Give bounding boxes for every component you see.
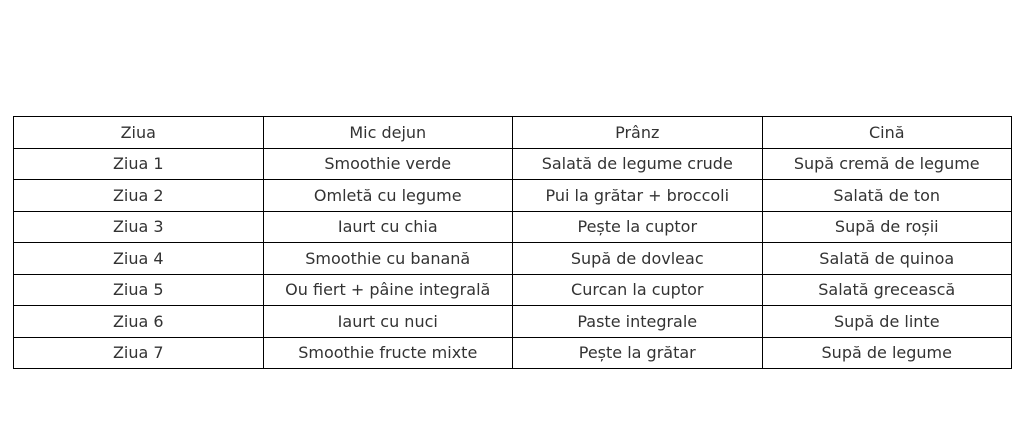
table-row <box>14 274 1012 306</box>
table-row <box>14 180 1012 212</box>
table-row <box>14 306 1012 338</box>
table-cell-lunch: Salată de legume crude <box>513 148 763 180</box>
table-row <box>14 243 1012 275</box>
header-breakfast: Mic dejun <box>263 117 513 149</box>
table-cell-lunch: Paste integrale <box>513 306 763 338</box>
header-lunch: Prânz <box>513 117 763 149</box>
table-row <box>14 148 1012 180</box>
table-header-row <box>14 117 1012 149</box>
table-cell-day: Ziua 4 <box>14 243 264 275</box>
table-cell-lunch: Supă de dovleac <box>513 243 763 275</box>
table-row <box>14 337 1012 369</box>
table-cell-breakfast: Ou fiert + pâine integrală <box>263 274 513 306</box>
table-cell-dinner: Supă de roșii <box>762 211 1012 243</box>
header-dinner: Cină <box>762 117 1012 149</box>
header-day: Ziua <box>14 117 264 149</box>
table-cell-day: Ziua 6 <box>14 306 264 338</box>
table-cell-dinner: Salată de ton <box>762 180 1012 212</box>
table-cell-lunch: Pui la grătar + broccoli <box>513 180 763 212</box>
table-cell-dinner: Supă de legume <box>762 337 1012 369</box>
table-cell-lunch: Pește la cuptor <box>513 211 763 243</box>
table-cell-dinner: Salată grecească <box>762 274 1012 306</box>
table-cell-breakfast: Smoothie cu banană <box>263 243 513 275</box>
table-cell-day: Ziua 3 <box>14 211 264 243</box>
table-cell-breakfast: Iaurt cu chia <box>263 211 513 243</box>
table-cell-day: Ziua 2 <box>14 180 264 212</box>
table-cell-breakfast: Omletă cu legume <box>263 180 513 212</box>
table-cell-day: Ziua 5 <box>14 274 264 306</box>
table-row <box>14 211 1012 243</box>
table-cell-day: Ziua 1 <box>14 148 264 180</box>
table-cell-breakfast: Smoothie verde <box>263 148 513 180</box>
table-cell-lunch: Curcan la cuptor <box>513 274 763 306</box>
table-cell-dinner: Supă cremă de legume <box>762 148 1012 180</box>
table-cell-dinner: Salată de quinoa <box>762 243 1012 275</box>
table-cell-breakfast: Smoothie fructe mixte <box>263 337 513 369</box>
table-cell-dinner: Supă de linte <box>762 306 1012 338</box>
table-cell-lunch: Pește la grătar <box>513 337 763 369</box>
meal-plan-table <box>13 116 1012 369</box>
table-cell-day: Ziua 7 <box>14 337 264 369</box>
table-cell-breakfast: Iaurt cu nuci <box>263 306 513 338</box>
